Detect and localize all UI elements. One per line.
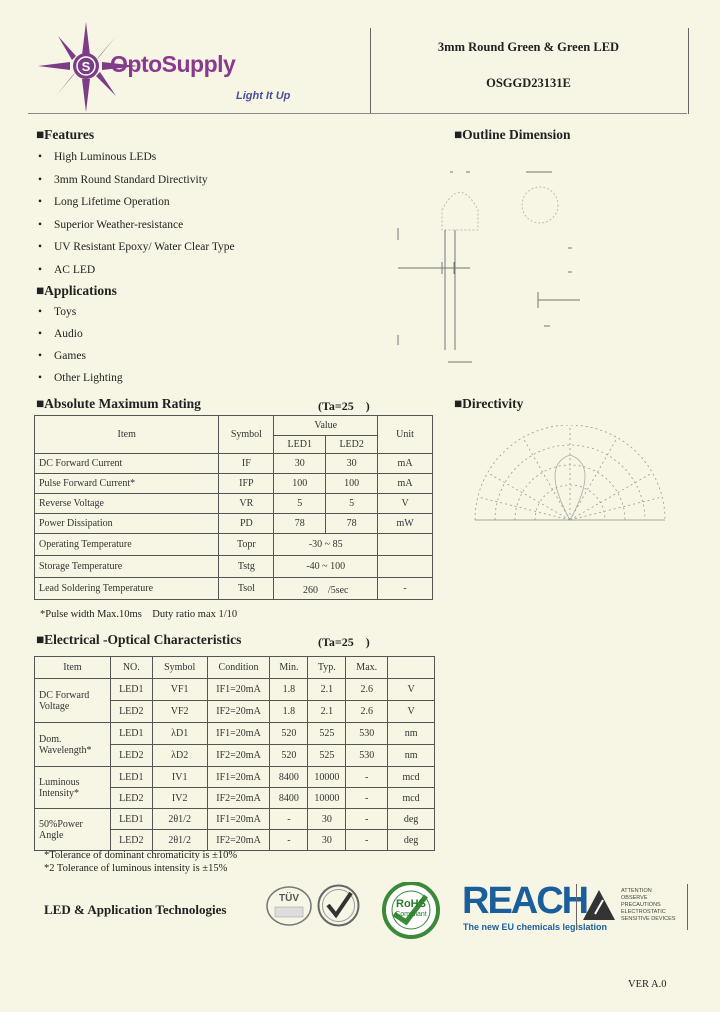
brand-name: OptoSupply	[110, 51, 236, 77]
table-row: 50%Power Angle LED1 2θ1/2 IF1=20mA - 30 - deg	[35, 809, 435, 830]
version-label: VER A.0	[628, 979, 667, 990]
svg-text:S: S	[81, 59, 91, 74]
application-item: • Games	[38, 350, 86, 362]
reach-tagline: The new EU chemicals legislation	[463, 922, 608, 932]
reach-logo: REACH	[462, 880, 588, 922]
directivity-diagram	[470, 425, 670, 530]
table-row: Power Dissipation PD 78 78 mW	[35, 514, 433, 534]
table-row: DC Forward Voltage LED1 VF1 IF1=20mA 1.8 2.1 2.6 V	[35, 679, 435, 701]
application-item: • Toys	[38, 306, 77, 318]
features-heading: ■Features	[36, 127, 95, 142]
footer-title: LED & Application Technologies	[44, 902, 227, 917]
amr-table	[34, 415, 433, 600]
table-row: LED2 IV2 IF2=20mA 8400 10000 - mcd	[35, 788, 435, 809]
application-item: • Other Lighting	[38, 372, 123, 384]
eoc-table	[34, 656, 435, 851]
table-row: DC Forward Current IF 30 30 mA	[35, 454, 433, 474]
outline-drawing	[390, 160, 590, 370]
eoc-condition: (Ta=25 )	[318, 635, 370, 649]
esd-warning-icon	[581, 888, 617, 924]
table-row: Operating Temperature Topr -30 ~ 85	[35, 534, 433, 556]
table-row: LED2 λD2 IF2=20mA 520 525 530 nm	[35, 745, 435, 767]
attention-line: SENSITIVE DEVICES	[621, 916, 676, 922]
eoc-note-1: *Tolerance of dominant chromaticity is ±10%	[44, 850, 238, 861]
table-row: LED2 VF2 IF2=20mA 1.8 2.1 2.6 V	[35, 701, 435, 723]
attention-line: OBSERVE PRECAUTIONS	[621, 895, 661, 908]
table-row: LED2 2θ1/2 IF2=20mA - 30 - deg	[35, 830, 435, 851]
directivity-heading: ■Directivity	[454, 396, 524, 411]
table-header-row: Item NO. Symbol Condition Min. Typ. Max.	[35, 657, 435, 679]
col-header-symbol: Symbol	[219, 416, 274, 454]
header-divider	[28, 113, 687, 114]
feature-item: • Long Lifetime Operation	[38, 196, 170, 208]
feature-item: • AC LED	[38, 263, 96, 276]
table-row: Reverse Voltage VR 5 5 V	[35, 494, 433, 514]
table-row: Storage Temperature Tstg -40 ~ 100	[35, 556, 433, 578]
rohs-subtext: Compliant	[395, 911, 427, 918]
eoc-note-2: *2 Tolerance of luminous intensity is ±15%	[44, 863, 228, 874]
col-header-item: Item	[35, 416, 219, 454]
feature-item: • Superior Weather-resistance	[38, 218, 184, 231]
feature-item: • High Luminous LEDs	[38, 151, 157, 163]
amr-condition: (Ta=25 )	[318, 399, 370, 413]
col-header-unit: Unit	[378, 416, 433, 454]
eoc-heading: ■Electrical -Optical Characteristics	[36, 632, 242, 647]
product-title: 3mm Round Green & Green LED	[437, 40, 620, 54]
amr-note: *Pulse width Max.10ms Duty ratio max 1/10	[40, 609, 238, 620]
rohs-text: RoHS	[396, 898, 426, 910]
esd-attention-label	[576, 884, 688, 930]
feature-item: • 3mm Round Standard Directivity	[38, 173, 208, 186]
col-header-led1: LED1	[274, 436, 326, 454]
check-certification-logo	[316, 883, 361, 928]
brand-tagline: Light It Up	[236, 90, 291, 102]
part-number: OSGGD23131E	[486, 76, 571, 90]
col-header-value: Value	[274, 416, 378, 436]
features-list	[38, 151, 235, 286]
applications-list	[38, 306, 123, 394]
tuv-logo	[265, 885, 313, 927]
application-item: • Audio	[38, 328, 83, 340]
applications-heading: ■Applications	[36, 283, 117, 298]
table-row: Lead Soldering Temperature Tsol 260 /5sec -	[35, 578, 433, 600]
col-header-led2: LED2	[326, 436, 378, 454]
table-row: Dom. Wavelength* LED1 λD1 IF1=20mA 520 525 530 nm	[35, 723, 435, 745]
amr-heading: ■Absolute Maximum Rating	[36, 396, 201, 411]
table-row: Luminous Intensity* LED1 IV1 IF1=20mA 8400 10000 - mcd	[35, 767, 435, 788]
table-row: Pulse Forward Current* IFP 100 100 mA	[35, 474, 433, 494]
attention-line: ATTENTION	[621, 888, 652, 894]
tuv-text: TÜV	[279, 893, 299, 904]
rohs-logo	[378, 882, 444, 942]
feature-item: • UV Resistant Epoxy/ Water Clear Type	[38, 241, 235, 253]
outline-heading: ■Outline Dimension	[454, 127, 571, 142]
attention-line: ELECTROSTATIC	[621, 909, 666, 915]
